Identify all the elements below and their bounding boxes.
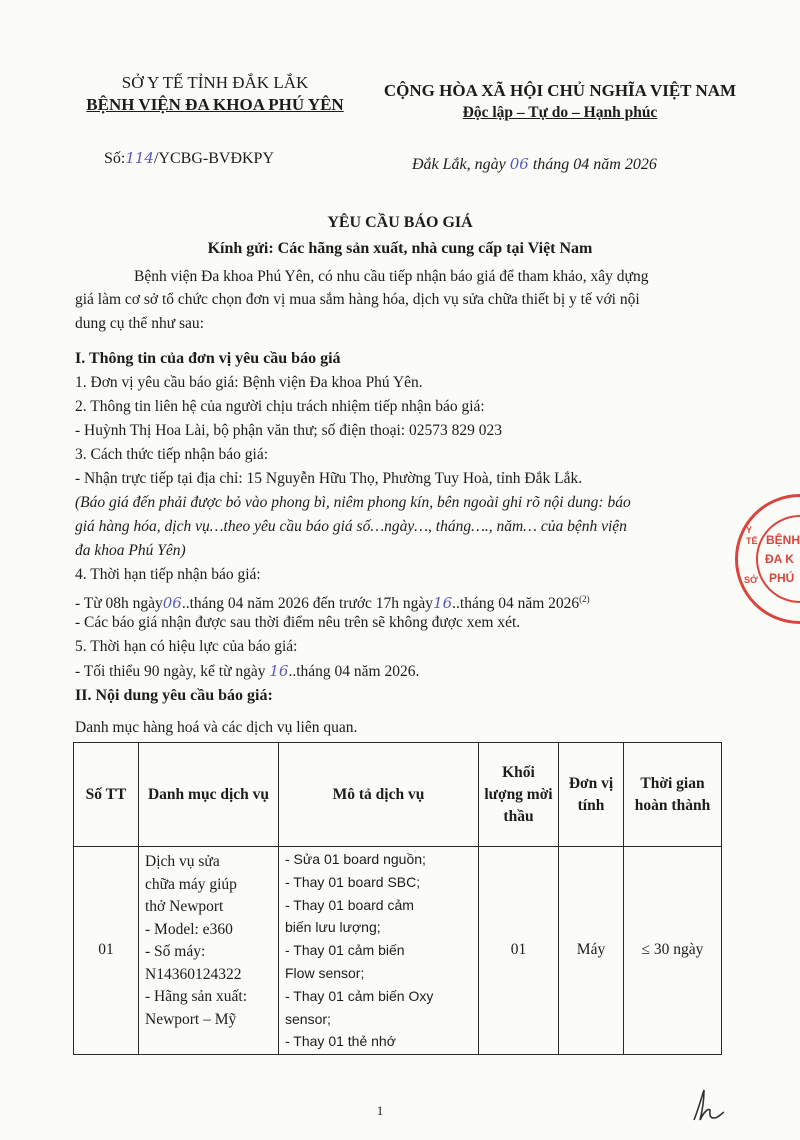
validity-day-handwritten: 16 [269,662,289,680]
date-day-handwritten: 06 [509,155,529,173]
cell-unit: Máy [559,847,624,1055]
issuer-parent: SỞ Y TẾ TỈNH ĐẮK LẮK [121,73,309,92]
page-number: 1 [376,1103,384,1118]
stamp-line-3: PHÚ [769,571,795,585]
window-to-day-handwritten: 16 [433,594,453,613]
window-to-suffix: tháng 04 năm 2026 [459,595,580,613]
description-line: - Thay 01 board SBC; [285,873,421,890]
service-line: Dịch vụ sửa [145,853,220,870]
table-header-row [74,743,722,847]
issuer-block [70,72,360,116]
document-title: YÊU CẦU BÁO GIÁ [327,214,473,231]
header-quantity: Khối lượng mời thầu [479,743,559,847]
header-time: Thời gian hoàn thành [624,743,722,847]
window-from-prefix: - Từ 08h ngày [75,595,163,613]
national-block [360,80,760,124]
stamp-line-1: BỆNH [766,533,800,547]
doc-no-handwritten: 114 [125,149,154,167]
service-line: - Số máy: [145,943,206,960]
signature-mark [688,1086,728,1126]
section-2-heading: II. Nội dung yêu cầu báo giá: [75,687,273,704]
section-1-item-5: 5. Thời hạn có hiệu lực của báo giá: [75,638,298,655]
submission-window: - Từ 08h ngày06..tháng 04 năm 2026 đến trước 17h ngày16..tháng 04 năm 2026$^{(2)}$ [75,594,590,613]
doc-no-prefix: Số: [104,150,126,167]
description-line: - Thay 01 cảm biến [285,942,405,959]
section-1-item-4: 4. Thời hạn tiếp nhận báo giá: [75,566,261,583]
description-line: - Sửa 01 board nguồn; [285,851,426,867]
service-line: Newport – Mỹ [145,1010,237,1028]
service-table [73,742,722,1055]
envelope-note-line-2: giá hàng hóa, dịch vụ…theo yêu cầu báo giá số…ngày…, tháng…., năm… của bệnh viện [75,518,627,535]
stamp-line-2: ĐA K [765,552,794,566]
header-unit: Đơn vị tính [559,743,624,847]
description-line: - Thay 01 board cảm [285,896,414,913]
cell-quantity: 01 [479,847,559,1055]
intro-line-1: Bệnh viện Đa khoa Phú Yên, có nhu cầu tiếp nhận báo giá để tham khảo, xây dựng [134,268,649,285]
section-1-item-2: 2. Thông tin liên hệ của người chịu trách nhiệm tiếp nhận báo giá: [75,398,485,415]
table-row [74,847,722,1055]
section-1-heading: I. Thông tin của đơn vị yêu cầu báo giá [75,350,341,367]
service-line: N14360124322 [145,965,242,983]
recipient-line: Kính gửi: Các hãng sản xuất, nhà cung cấp tại Việt Nam [207,240,593,257]
section-1-item-1: 1. Đơn vị yêu cầu báo giá: Bệnh viện Đa khoa Phú Yên. [75,374,423,391]
country-name: CỘNG HÒA XÃ HỘI CHỦ NGHĨA VIỆT NAM [383,81,737,100]
date-suffix: tháng 04 năm 2026 [532,156,657,173]
envelope-note-line-1: (Báo giá đến phải được bỏ vào phong bì, niêm phong kín, bên ngoài ghi rõ nội dung: báo [75,494,631,511]
header-description: Mô tả dịch vụ [279,743,479,847]
contact-detail: - Huỳnh Thị Hoa Lài, bộ phận văn thư; số điện thoại: 02573 829 023 [75,422,502,439]
national-motto: Độc lập – Tự do – Hạnh phúc [462,104,658,121]
service-line: - Hãng sản xuất: [145,988,248,1005]
envelope-note-line-3: đa khoa Phú Yên) [75,542,186,559]
description-line: - Thay 01 cảm biến Oxy [285,987,434,1004]
description-line: sensor; [285,1010,331,1027]
intro-line-3: dung cụ thể như sau: [75,315,204,332]
header-service: Danh mục dịch vụ [139,743,279,847]
section-1-item-3: 3. Cách thức tiếp nhận báo giá: [75,446,269,463]
cell-description [279,847,479,1055]
section-2-list-label: Danh mục hàng hoá và các dịch vụ liên quan. [75,719,358,736]
window-from-mid: tháng 04 năm 2026 đến trước 17h ngày [189,595,434,613]
validity-suffix: tháng 04 năm 2026. [296,663,420,680]
doc-no-suffix: /YCBG-BVĐKPY [153,150,274,167]
date-prefix: Đắk Lắk, ngày [412,156,506,173]
intro-line-2: giá làm cơ sở tổ chức chọn đơn vị mua sắm hàng hóa, dịch vụ sửa chữa thiết bị y tế với nội [75,291,640,308]
document-number [104,148,274,169]
stamp-top-text: Y TẾ [746,525,758,546]
description-line: biến lưu lượng; [285,919,381,936]
cell-time: ≤ 30 ngày [624,847,722,1055]
window-from-day-handwritten: 06 [162,594,182,613]
address-detail: - Nhận trực tiếp tại địa chỉ: 15 Nguyễn Hữu Thọ, Phường Tuy Hoà, tỉnh Đắk Lắk. [75,470,583,487]
late-submission-note: - Các báo giá nhận được sau thời điểm nêu trên sẽ không được xem xét. [75,614,521,631]
service-line: - Model: e360 [145,920,233,938]
header-stt: Số TT [74,743,139,847]
cell-service [139,847,279,1055]
service-line: thở Newport [145,898,224,915]
validity-prefix: - Tối thiểu 90 ngày, kể từ ngày [75,663,266,680]
description-line: - Thay 01 thẻ nhớ [285,1033,396,1050]
service-line: chữa máy giúp [145,875,237,893]
footnote-marker: (2) [579,594,590,604]
document-date [412,154,657,175]
issuer-name: BỆNH VIỆN ĐA KHOA PHÚ YÊN [86,95,344,114]
cell-stt: 01 [74,847,139,1055]
description-line: Flow sensor; [285,964,365,981]
official-stamp [735,494,800,624]
stamp-side-text: SỞ [744,575,758,585]
validity-period: - Tối thiểu 90 ngày, kể từ ngày 16..tháng 04 năm 2026. [75,662,420,680]
